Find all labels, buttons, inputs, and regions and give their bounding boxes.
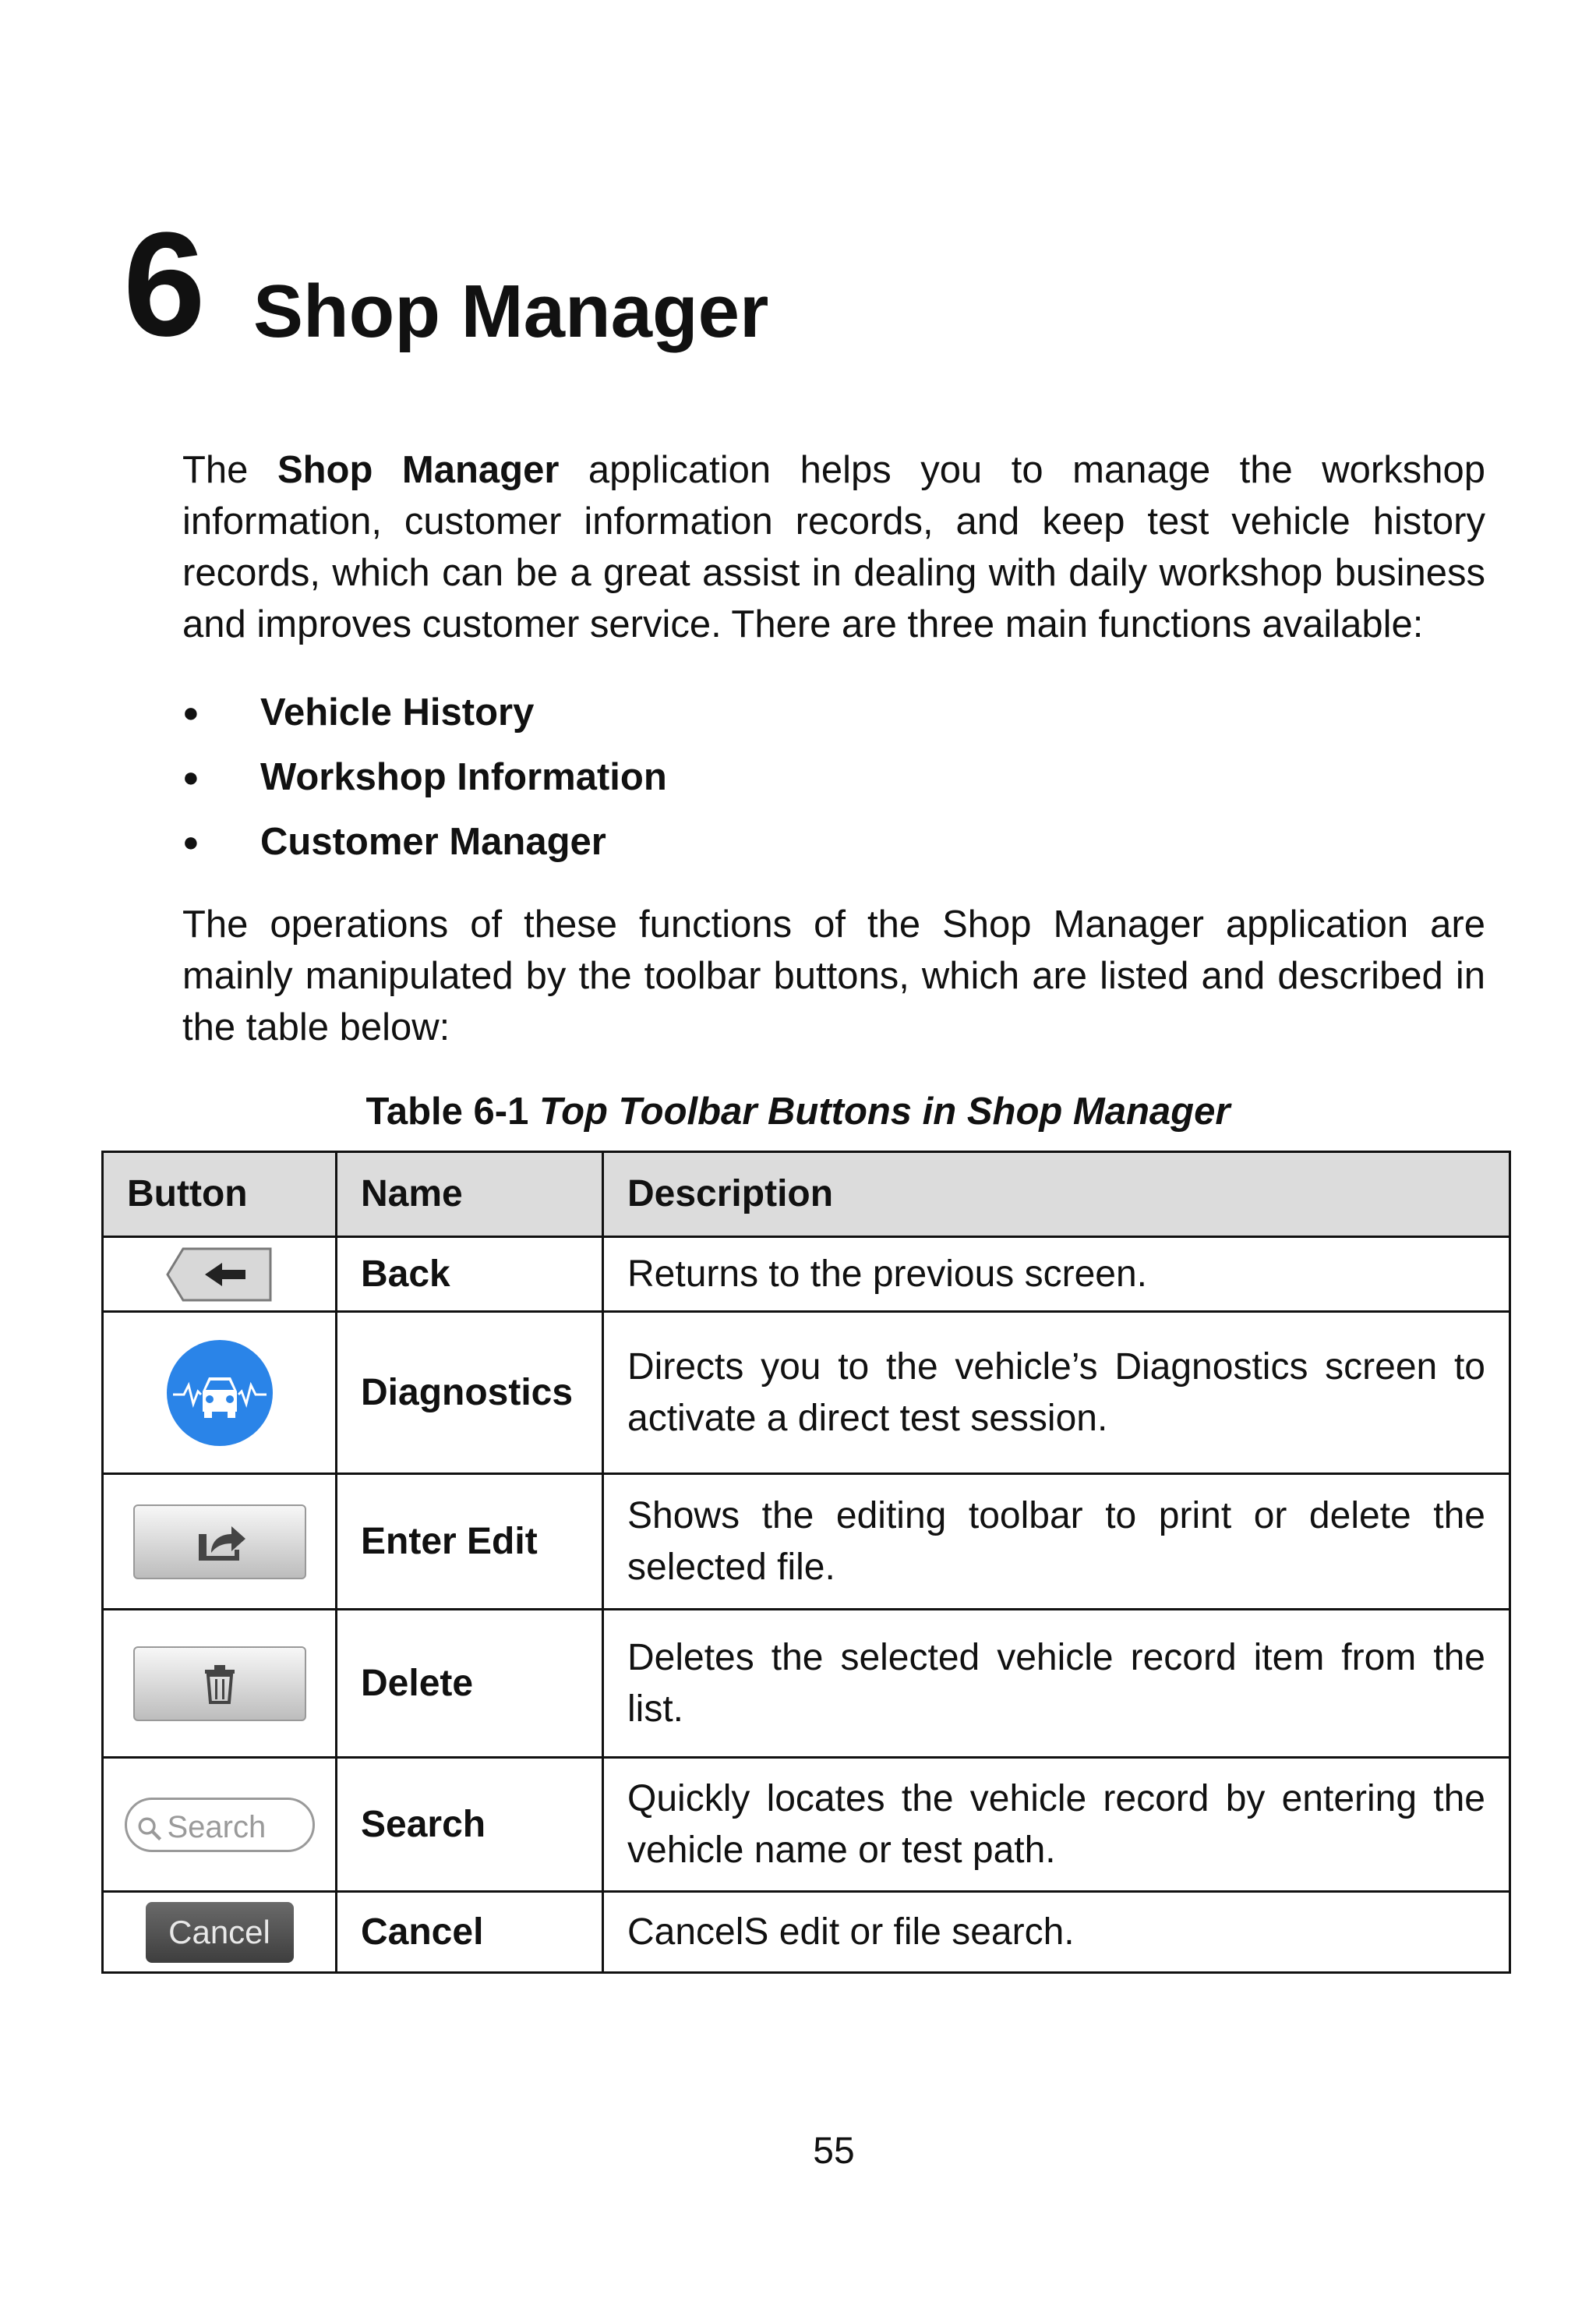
toolbar-buttons-table	[101, 1151, 1511, 1974]
table-row	[103, 1758, 1510, 1892]
table-header-name: Name	[337, 1152, 603, 1237]
intro-paragraph	[182, 444, 1485, 650]
page-number: 55	[813, 2130, 855, 2172]
search-icon-text: Search	[167, 1809, 267, 1844]
table-caption-title: Top Toolbar Buttons in Shop Manager	[538, 1091, 1231, 1133]
row-description: Quickly locates the vehicle record by entering the vehicle name or test path.	[603, 1758, 1510, 1892]
function-label: Customer Manager	[260, 820, 606, 863]
table-header-row	[103, 1152, 1510, 1237]
table-row	[103, 1312, 1510, 1474]
table-row	[103, 1474, 1510, 1610]
row-name: Delete	[337, 1610, 603, 1758]
table-row	[103, 1892, 1510, 1973]
table-caption-label: Table 6-1	[365, 1091, 529, 1133]
table-header-description: Description	[603, 1152, 1510, 1237]
function-label: Vehicle History	[260, 691, 535, 734]
list-item: ● Customer Manager	[182, 820, 606, 863]
intro-app-name: Shop Manager	[277, 449, 560, 491]
table-caption	[0, 1086, 1596, 1137]
cancel-button-icon: Cancel	[146, 1902, 294, 1963]
row-description: Returns to the previous screen.	[603, 1237, 1510, 1312]
enter-edit-share-icon	[133, 1504, 306, 1579]
row-name: Back	[337, 1237, 603, 1312]
table-header-button: Button	[103, 1152, 337, 1237]
operations-paragraph: The operations of these functions of the Shop Manager application are mainly manipulated by the toolbar buttons, which are listed and described in the table below:	[182, 903, 1485, 1048]
chapter-title: Shop Manager	[253, 270, 769, 353]
row-description: Directs you to the vehicle’s Diagnostics screen to activate a direct test session.	[603, 1312, 1510, 1474]
row-name: Enter Edit	[337, 1474, 603, 1610]
trash-icon	[133, 1646, 306, 1721]
function-list	[182, 680, 667, 874]
table-row	[103, 1610, 1510, 1758]
list-item: ● Vehicle History	[182, 691, 535, 734]
function-label: Workshop Information	[260, 755, 667, 798]
row-description: CancelS edit or file search.	[603, 1892, 1510, 1973]
search-icon	[136, 1800, 168, 1854]
row-name: Diagnostics	[337, 1312, 603, 1474]
row-name: Cancel	[337, 1892, 603, 1973]
intro-rest: application helps you to manage the workshop information, customer information records, and keep test vehicle history records, which can be a great assist in dealing with daily workshop business and improves customer service. There are three main functions available:	[182, 449, 1485, 645]
intro-lead: The	[182, 449, 249, 491]
diagnostics-car-icon	[167, 1340, 273, 1446]
table-row	[103, 1237, 1510, 1312]
row-description: Shows the editing toolbar to print or delete the selected file.	[603, 1474, 1510, 1610]
row-description: Deletes the selected vehicle record item from the list.	[603, 1610, 1510, 1758]
list-item: ● Workshop Information	[182, 755, 667, 798]
back-arrow-icon	[166, 1247, 274, 1302]
chapter-number: 6	[123, 202, 206, 367]
row-name: Search	[337, 1758, 603, 1892]
search-field-icon	[125, 1798, 315, 1852]
